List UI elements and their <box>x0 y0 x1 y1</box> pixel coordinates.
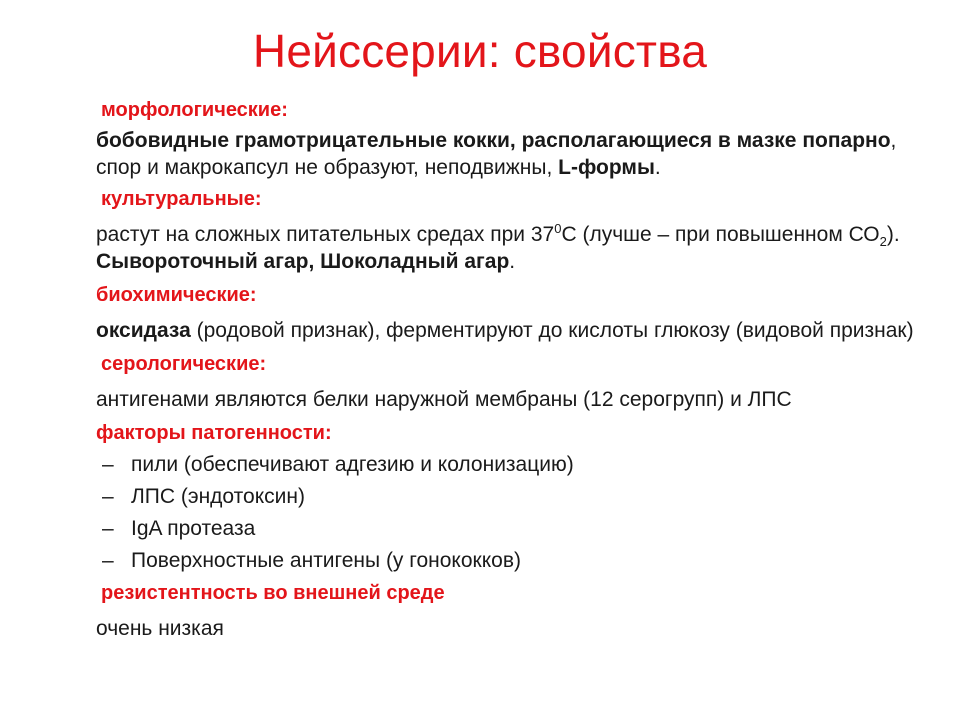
list-item <box>96 545 916 577</box>
list-item-text: пили (обеспечивают адгезию и колонизацию) <box>131 453 574 476</box>
resist-heading: резистентность во внешней среде <box>101 582 445 604</box>
cult-text <box>96 221 916 275</box>
cult-text-sub: 2 <box>879 234 887 250</box>
cult-text-3: ). <box>886 223 900 246</box>
slide-title: Нейссерии: свойства <box>252 25 708 77</box>
list-item <box>96 513 916 545</box>
dash-bullet: – <box>102 549 114 572</box>
biochem-text-rest: (родовой признак), ферментируют до кислоты глюкозу (видовой признак) <box>190 319 914 342</box>
cult-heading: культуральные: <box>101 188 262 210</box>
biochem-heading: биохимические: <box>96 284 257 306</box>
cult-text-end: . <box>509 250 516 273</box>
morph-heading: морфологические: <box>101 99 288 121</box>
dash-bullet: – <box>102 485 114 508</box>
morph-text-bold: бобовидные грамотрицательные кокки, располагающиеся в мазке попарно <box>96 129 891 152</box>
cult-text-bold: Сывороточный агар, Шоколадный агар <box>96 250 510 273</box>
sero-text: антигенами являются белки наружной мембраны (12 серогрупп) и ЛПС <box>96 388 792 411</box>
dash-bullet: – <box>102 453 114 476</box>
cult-text-2: С (лучше – при повышенном СО <box>561 223 880 246</box>
path-heading: факторы патогенности: <box>96 422 332 444</box>
resist-text: очень низкая <box>96 617 224 640</box>
dash-bullet: – <box>102 517 114 540</box>
sero-heading: серологические: <box>101 353 267 375</box>
path-list <box>96 449 916 577</box>
list-item-text: Поверхностные антигены (у гонококков) <box>131 549 521 572</box>
list-item-text: ЛПС (эндотоксин) <box>131 485 305 508</box>
morph-text-rest: , спор и макрокапсул не образуют, неподвижны, <box>96 129 897 179</box>
biochem-text-bold: оксидаза <box>96 319 191 342</box>
morph-text-end: . <box>654 156 661 179</box>
list-item <box>96 481 916 513</box>
biochem-text <box>96 317 916 344</box>
cult-text-1: растут на сложных питательных средах при 37 <box>96 223 555 246</box>
slide-content <box>96 96 916 646</box>
morph-text <box>96 127 916 181</box>
morph-text-lforms: L-формы <box>558 156 655 179</box>
list-item-text: IgA протеаза <box>131 517 256 540</box>
list-item <box>96 449 916 481</box>
cult-text-sup: 0 <box>554 221 562 236</box>
